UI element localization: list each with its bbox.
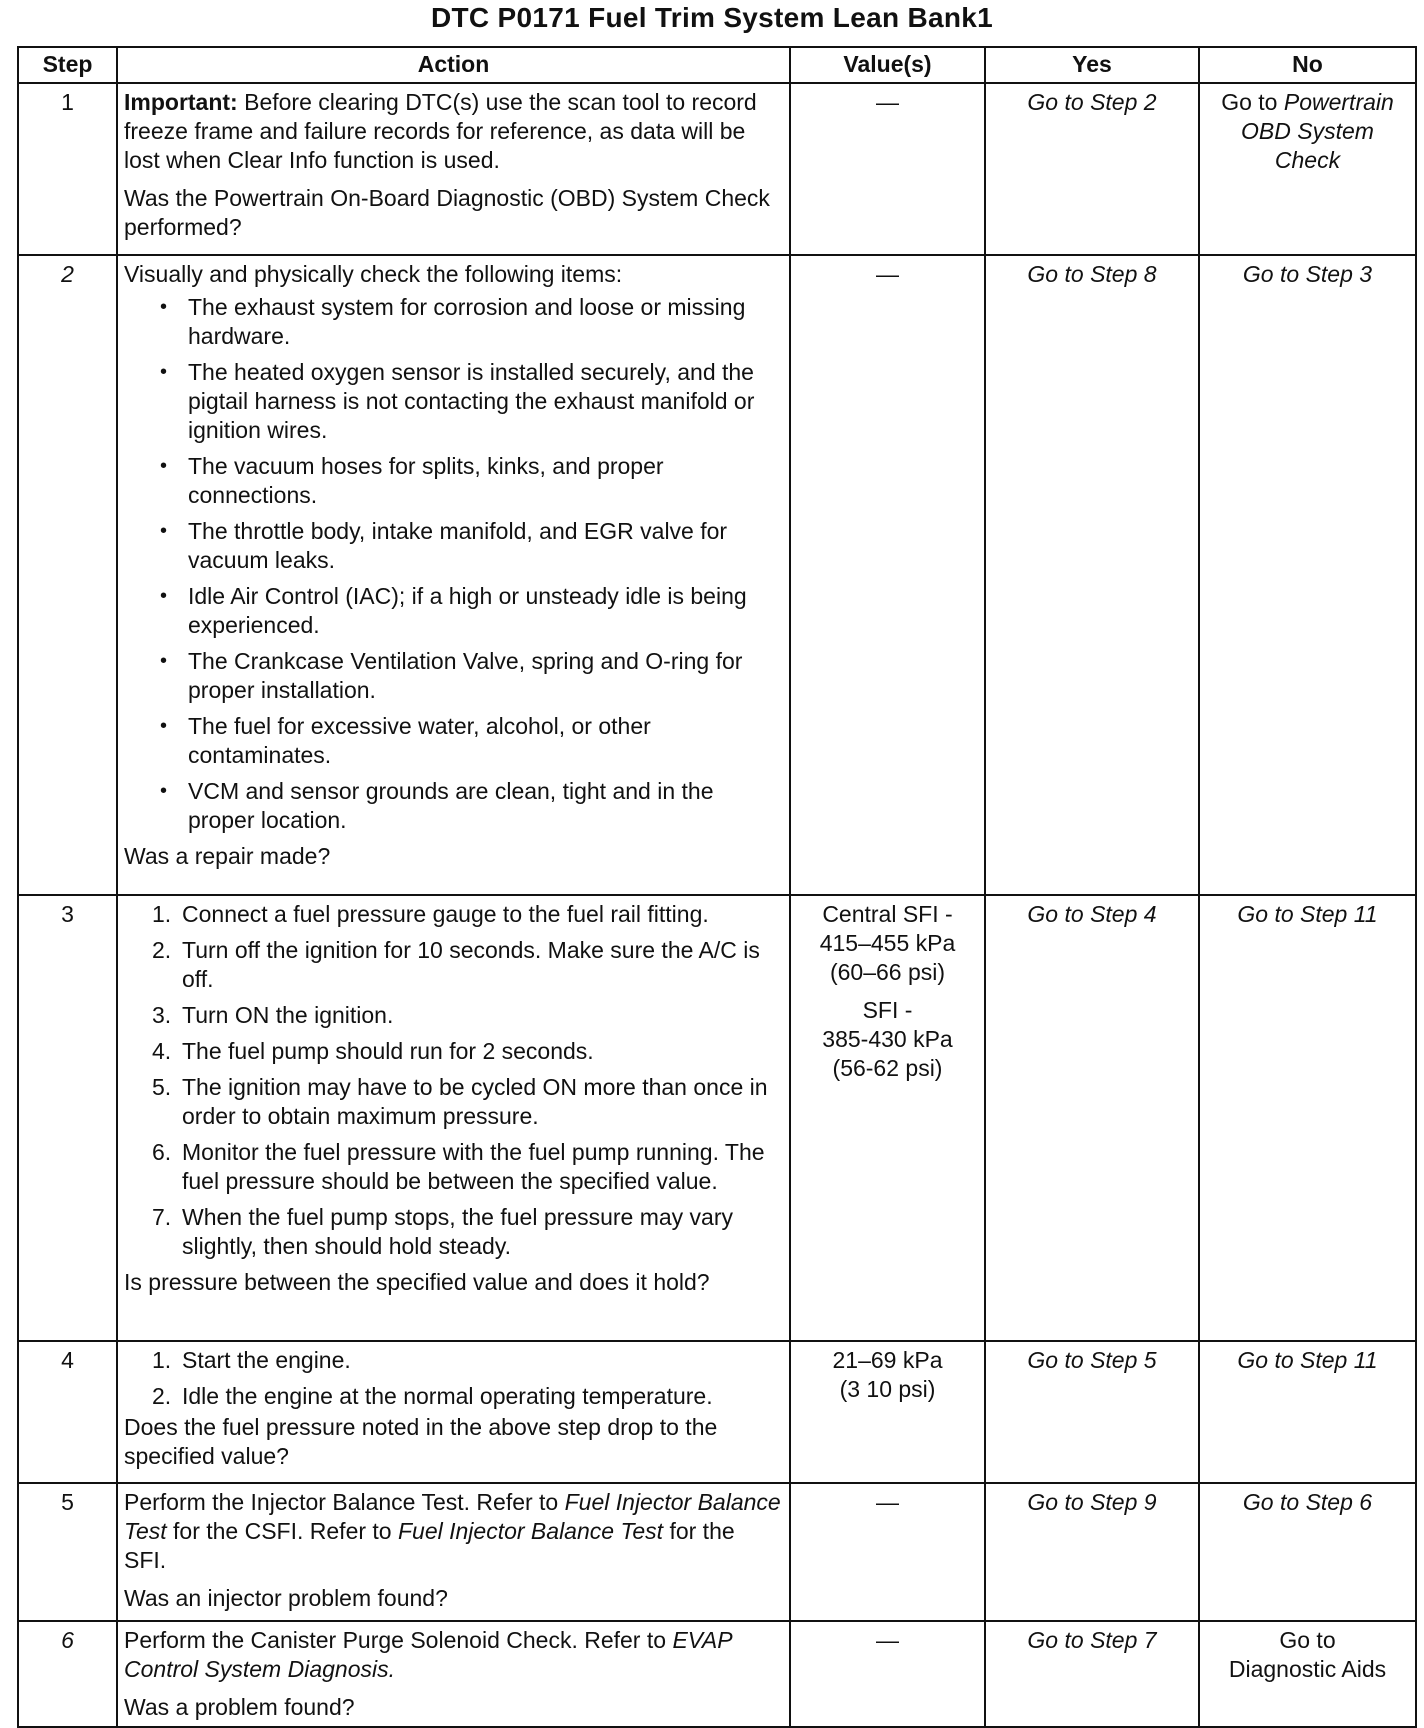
step-number: 4 [18, 1341, 117, 1483]
action-cell [117, 895, 790, 1341]
yes-cell: Go to Step 2 [985, 83, 1199, 255]
list-item-text: Monitor the fuel pressure with the fuel pump running. The fuel pressure should be between the specified value. [182, 1139, 765, 1194]
document-title: DTC P0171 Fuel Trim System Lean Bank1 [431, 2, 993, 33]
list-item: 3. Turn ON the ignition. [152, 1002, 394, 1028]
list-item-text: When the fuel pump stops, the fuel pressure may vary slightly, then should hold steady. [182, 1204, 733, 1259]
reference-link: Fuel Injector Balance Test [397, 1518, 664, 1544]
table-row-step-5 [18, 1483, 1416, 1621]
action-cell [117, 255, 790, 895]
list-item-text: Turn off the ignition for 10 seconds. Make sure the A/C is off. [182, 937, 760, 992]
value-line: 385-430 kPa [822, 1026, 953, 1052]
header-no: No [1199, 47, 1416, 83]
instruction-text: for the SFI. [124, 1518, 735, 1573]
list-item: 2. Idle the engine at the normal operating temperature. [152, 1383, 713, 1409]
value-cell: — [790, 1621, 985, 1727]
header-action: Action [117, 47, 790, 83]
instruction-text: for the CSFI. Refer to [166, 1518, 398, 1544]
step-intro: Visually and physically check the following items: [124, 261, 623, 287]
table-header-row [18, 47, 1416, 83]
reference-link: Fuel Injector Balance Test [124, 1489, 781, 1544]
list-item: 6. Monitor the fuel pressure with the fuel pump running. The fuel pressure should be between the specified value. [152, 1139, 765, 1194]
procedure-list [124, 900, 783, 1261]
action-cell [117, 83, 790, 255]
no-reference: Powertrain OBD System Check [1241, 89, 1394, 173]
table-row-step-3 [18, 895, 1416, 1341]
list-item-text: Turn ON the ignition. [182, 1002, 394, 1028]
action-cell [117, 1483, 790, 1621]
step-question: Was the Powertrain On-Board Diagnostic (OBD) System Check performed? [124, 185, 770, 240]
yes-cell: Go to Step 9 [985, 1483, 1199, 1621]
step-number: 2 [18, 255, 117, 895]
no-cell: Go to Step 6 [1199, 1483, 1416, 1621]
value-cell: — [790, 1483, 985, 1621]
yes-cell: Go to Step 7 [985, 1621, 1199, 1727]
value-cell: — [790, 83, 985, 255]
list-item: • The vacuum hoses for splits, kinks, and proper connections. [160, 452, 783, 510]
list-item: • VCM and sensor grounds are clean, tight and in the proper location. [160, 777, 783, 835]
no-cell [1199, 83, 1416, 255]
value-line: 21–69 kPa [832, 1347, 943, 1373]
step-instruction [124, 1488, 783, 1575]
list-item: 1. Start the engine. [152, 1347, 351, 1373]
instruction-text: Perform the Injector Balance Test. Refer to [124, 1489, 565, 1515]
no-cell: Go to Step 11 [1199, 1341, 1416, 1483]
list-item: • The fuel for excessive water, alcohol, or other contaminates. [160, 712, 783, 770]
no-line: Diagnostic Aids [1228, 1656, 1387, 1682]
header-step: Step [18, 47, 117, 83]
list-item-text: Idle the engine at the normal operating temperature. [182, 1383, 713, 1409]
list-item: 7. When the fuel pump stops, the fuel pressure may vary slightly, then should hold steady. [152, 1204, 733, 1259]
table-row-step-4 [18, 1341, 1416, 1483]
list-item: • Idle Air Control (IAC); if a high or unsteady idle is being experienced. [160, 582, 783, 640]
list-item: 5. The ignition may have to be cycled ON more than once in order to obtain maximum pressure. [152, 1074, 768, 1129]
value-line: 415–455 kPa [819, 930, 956, 956]
list-item: • The throttle body, intake manifold, and EGR valve for vacuum leaks. [160, 517, 783, 575]
no-cell: Go to Step 11 [1199, 895, 1416, 1341]
list-item: 1. Connect a fuel pressure gauge to the fuel rail fitting. [152, 901, 709, 927]
value-cell [790, 895, 985, 1341]
table-row-step-1 [18, 83, 1416, 255]
step-number: 1 [18, 83, 117, 255]
instruction-text: Perform the Canister Purge Solenoid Check. Refer to [124, 1627, 673, 1653]
action-cell [117, 1341, 790, 1483]
yes-cell: Go to Step 5 [985, 1341, 1199, 1483]
list-item: • The exhaust system for corrosion and loose or missing hardware. [160, 293, 783, 351]
list-item-text: The ignition may have to be cycled ON more than once in order to obtain maximum pressure. [182, 1074, 768, 1129]
header-values: Value(s) [790, 47, 985, 83]
important-note [124, 88, 783, 175]
step-number: 6 [18, 1621, 117, 1727]
list-item-text: The fuel pump should run for 2 seconds. [182, 1038, 594, 1064]
step-number: 5 [18, 1483, 117, 1621]
no-prefix: Go to [1221, 89, 1284, 115]
check-list [124, 293, 783, 835]
step-question: Was a repair made? [124, 843, 331, 869]
value-line: (56-62 psi) [832, 1055, 943, 1081]
list-item-text: Connect a fuel pressure gauge to the fuel rail fitting. [182, 901, 709, 927]
list-item: 4. The fuel pump should run for 2 seconds. [152, 1038, 594, 1064]
action-cell [117, 1621, 790, 1727]
important-label: Important: [124, 89, 238, 115]
reference-link: EVAP Control System Diagnosis. [124, 1627, 732, 1682]
value-cell: — [790, 255, 985, 895]
value-line: Central SFI - [822, 901, 953, 927]
list-item: • The Crankcase Ventilation Valve, spring and O-ring for proper installation. [160, 647, 783, 705]
value-line: (3 10 psi) [839, 1376, 936, 1402]
step-question: Was a problem found? [124, 1694, 355, 1720]
step-question: Is pressure between the specified value and does it hold? [124, 1269, 710, 1295]
value-cell [790, 1341, 985, 1483]
yes-cell: Go to Step 4 [985, 895, 1199, 1341]
procedure-list [124, 1346, 783, 1411]
value-line: (60–66 psi) [829, 959, 946, 985]
header-yes: Yes [985, 47, 1199, 83]
important-text: Before clearing DTC(s) use the scan tool to record freeze frame and failure records for reference, as data will be lost when Clear Info function is used. [124, 89, 757, 173]
table-row-step-2 [18, 255, 1416, 895]
table-row-step-6 [18, 1621, 1416, 1727]
yes-cell: Go to Step 8 [985, 255, 1199, 895]
no-cell: Go to Step 3 [1199, 255, 1416, 895]
value-line: SFI - [862, 997, 913, 1023]
diagnostic-table [17, 46, 1417, 1728]
list-item-text: Start the engine. [182, 1347, 351, 1373]
step-question: Does the fuel pressure noted in the above step drop to the specified value? [124, 1414, 718, 1469]
list-item: 2. Turn off the ignition for 10 seconds. Make sure the A/C is off. [152, 937, 760, 992]
step-instruction [124, 1626, 783, 1684]
step-number: 3 [18, 895, 117, 1341]
no-line: Go to [1279, 1627, 1336, 1653]
step-question: Was an injector problem found? [124, 1585, 448, 1611]
no-cell [1199, 1621, 1416, 1727]
list-item: • The heated oxygen sensor is installed securely, and the pigtail harness is not contacting the exhaust manifold or ignition wires. [160, 358, 783, 445]
